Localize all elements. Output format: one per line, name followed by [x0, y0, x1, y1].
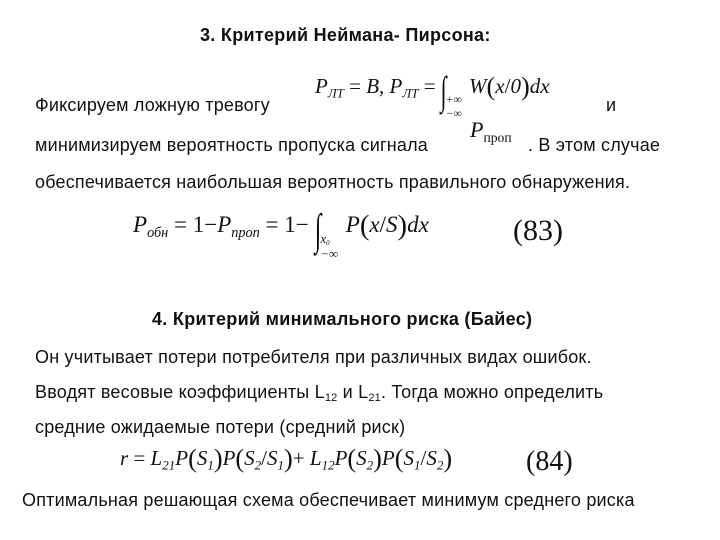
miss-probability-symbol: $P_{проп}$: [470, 117, 512, 145]
equation-83: $P_{обн} = 1-P_{проп} = 1-$ ∫ x0 −∞ P(x/S)dx: [133, 206, 429, 262]
section4-line2-part1: Вводят весовые коэффициенты L: [35, 382, 325, 402]
section4-line2-part2: и L: [337, 382, 369, 402]
false-alarm-formula: $P_{ЛТ} = B$, $P_{ЛТ}$ = ∫ +∞ −∞ W(x/0)dx: [315, 68, 550, 120]
section4-line2-part3: . Тогда можно определить: [380, 382, 604, 402]
section3-line1: Фиксируем ложную тревогу: [35, 95, 270, 115]
section4-line2: [35, 382, 603, 404]
section4-line3: средние ожидаемые потери (средний риск): [35, 417, 406, 437]
equation-84-number: (84): [526, 446, 573, 477]
weight-L12-subscript: 12: [324, 392, 338, 404]
equation-84: $r = L_{21}P(S_1)P(S_2/S_1)+ L_{12}P(S_2)P(S_1/S_2)$: [120, 444, 453, 474]
section3-line2-end: . В этом случае: [528, 135, 661, 155]
section4-line1: Он учитывает потери потребителя при различных видах ошибок.: [35, 347, 592, 367]
section3-line1-end: и: [606, 95, 617, 115]
section3-heading: 3. Критерий Неймана- Пирсона:: [200, 25, 491, 45]
section4-heading: 4. Критерий минимального риска (Байес): [152, 309, 533, 329]
weight-L21-subscript: 21: [368, 392, 381, 404]
equation-83-number: (83): [513, 214, 563, 247]
section4-conclusion: Оптимальная решающая схема обеспечивает минимум среднего риска: [22, 490, 635, 510]
section3-line2: минимизируем вероятность пропуска сигнала: [35, 135, 428, 155]
section3-line3: обеспечивается наибольшая вероятность правильного обнаружения.: [35, 172, 631, 192]
